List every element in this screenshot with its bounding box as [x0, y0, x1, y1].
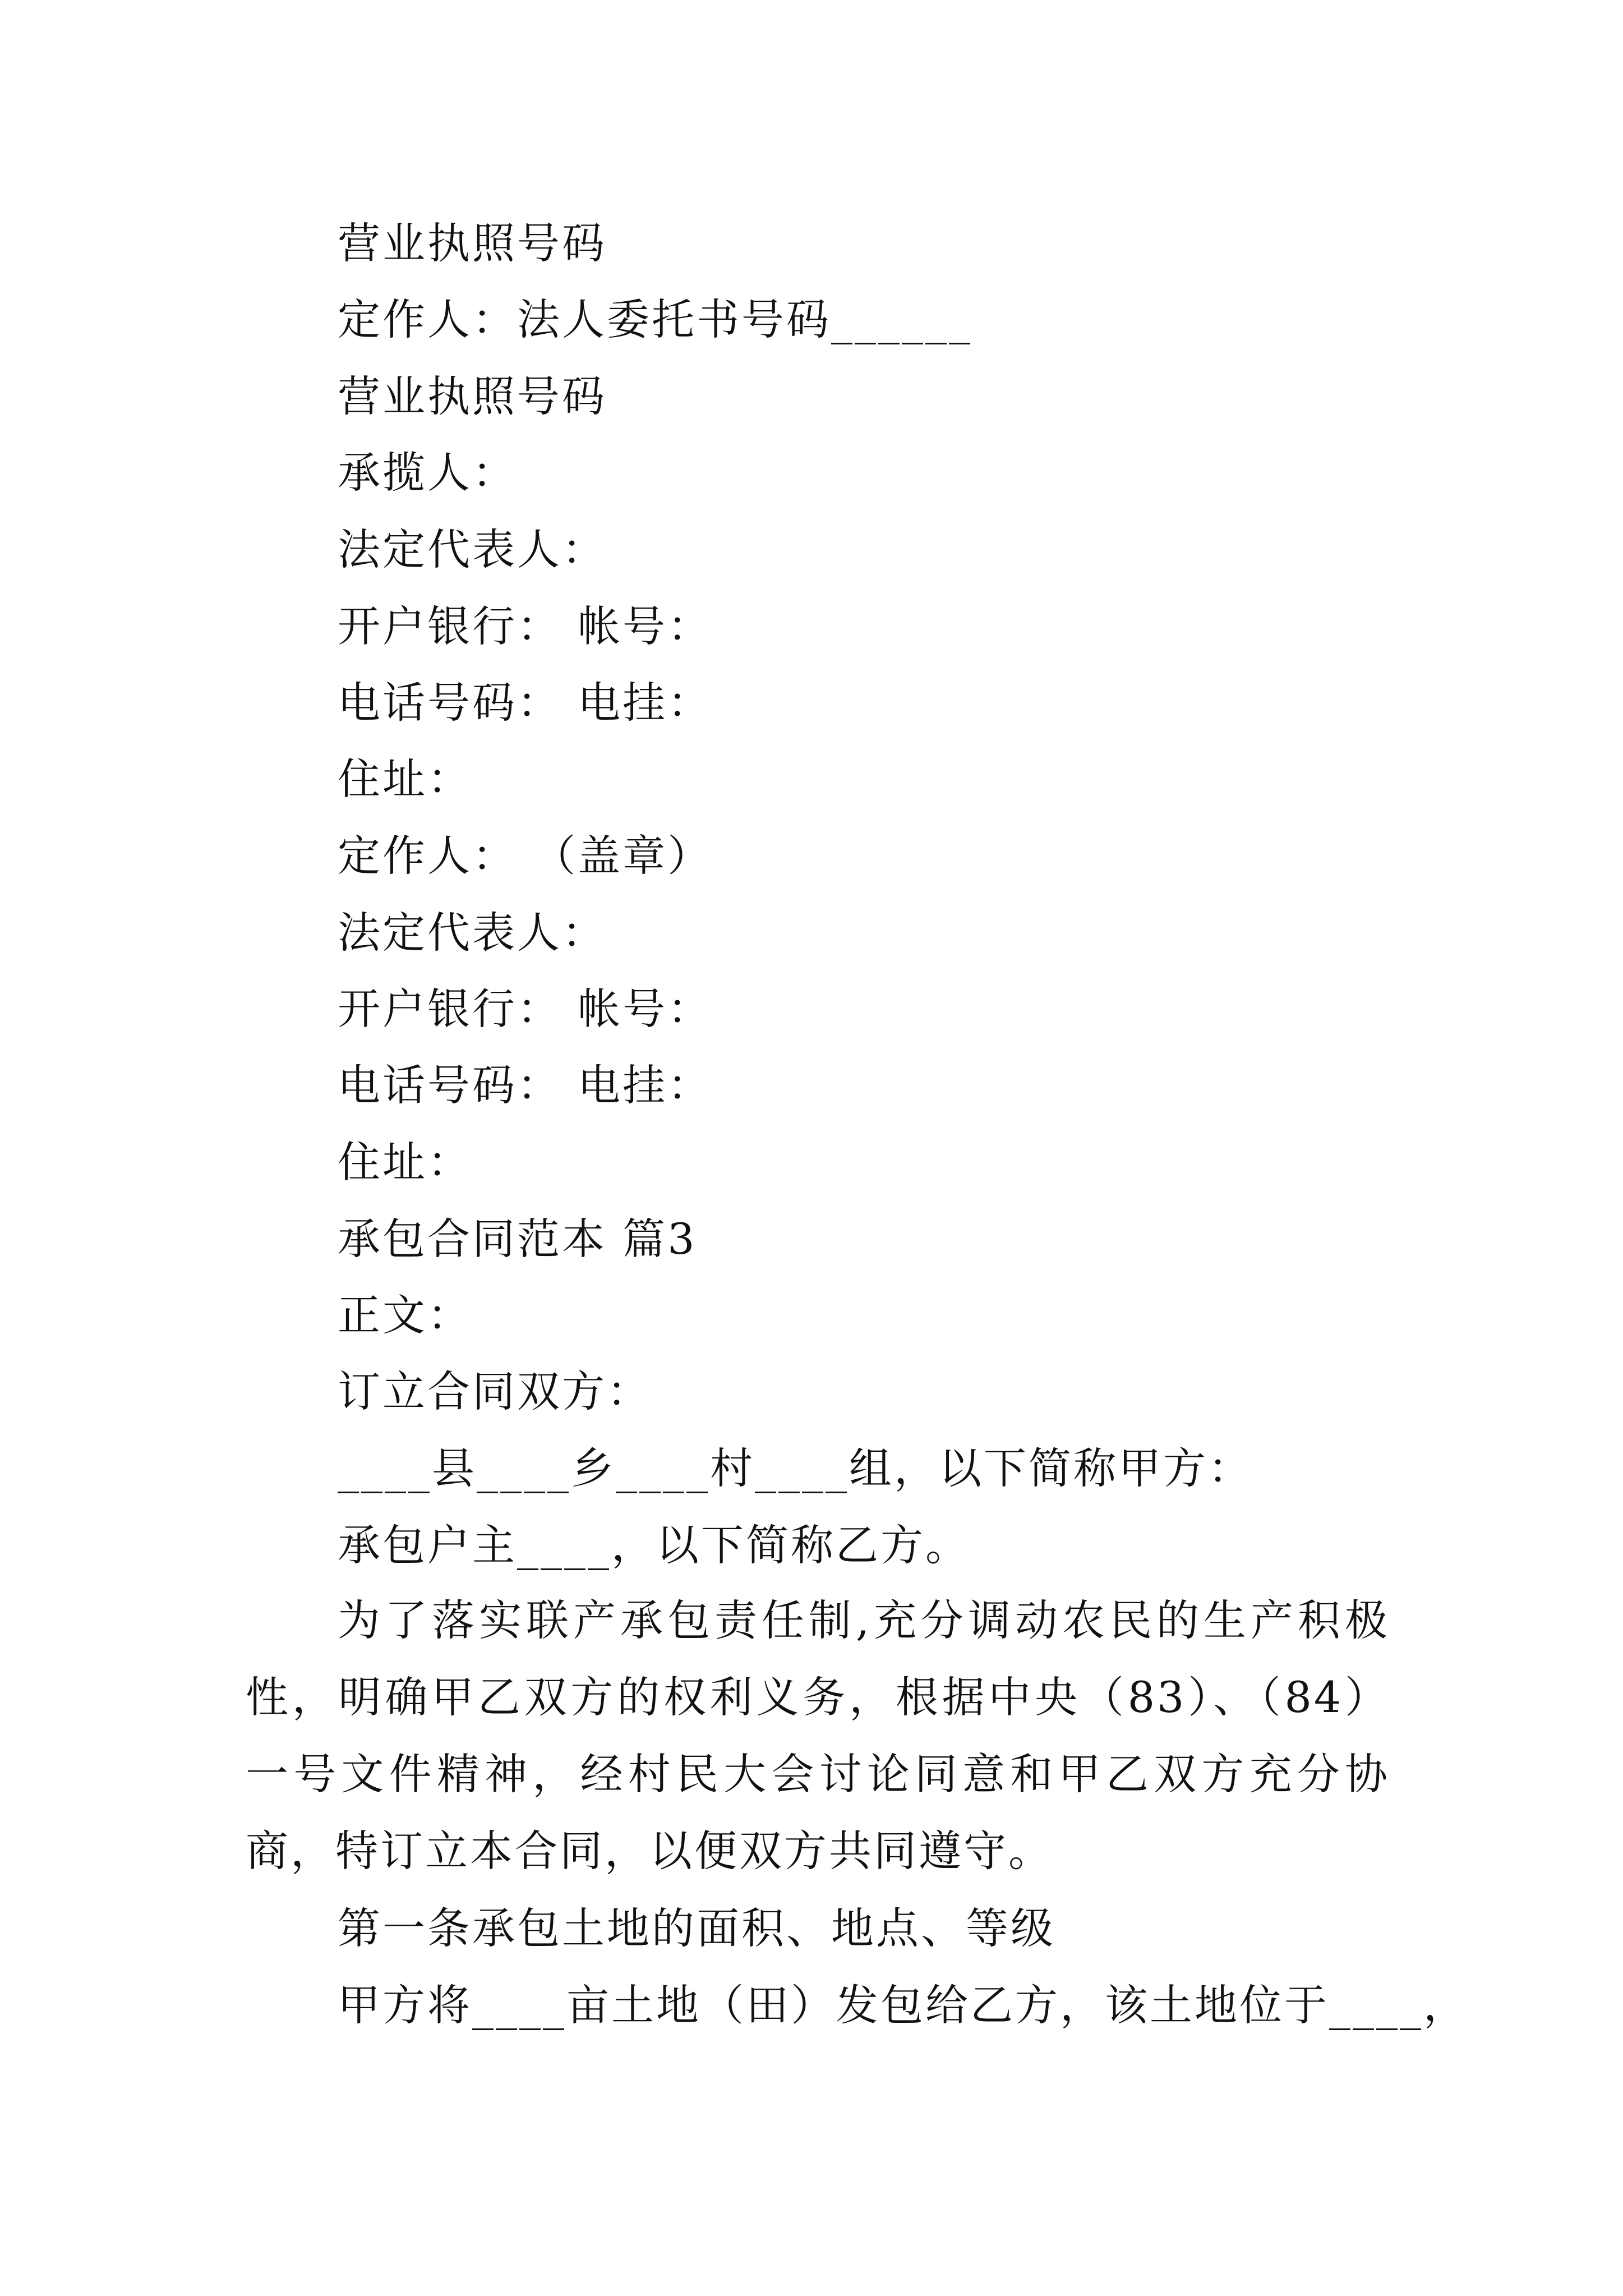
text-line: 开户银行： 帐号： [338, 984, 713, 1034]
text-line: 承揽人： [338, 448, 517, 498]
text-line: 开户银行： 帐号： [338, 601, 713, 651]
text-line: 电话号码： 电挂： [338, 678, 713, 728]
section-heading: 承包合同范本 篇3 [338, 1214, 697, 1264]
text-line: 法定代表人： [338, 524, 607, 574]
article-title: 第一条承包土地的面积、地点、等级 [338, 1903, 1055, 1953]
text-line: 承包户主____，以下简称乙方。 [338, 1520, 970, 1570]
body-paragraph: 为了落实联产承包责任制,充分调动农民的生产积极性，明确甲乙双方的权利义务，根据中央（83）、（84）一号文件精神，经村民大会讨论同意和甲乙双方充分协商，特订立本合同，以便双方共同遵守。 [246, 1595, 1390, 1876]
text-line: 正文： [338, 1290, 472, 1340]
text-line: 定作人： （盖章） [338, 831, 713, 881]
text-line: 营业执照号码 [338, 218, 607, 268]
text-line: 订立合同双方： [338, 1366, 652, 1416]
article-text: 甲方将____亩土地（田）发包给乙方，该土地位于____， [338, 1980, 1468, 2030]
text-line: ____县____乡____村____组，以下简称甲方： [338, 1443, 1253, 1493]
text-line: 住址： [338, 754, 472, 804]
text-line: 住址： [338, 1137, 472, 1187]
text-line: 定作人：法人委托书号码______ [338, 295, 972, 344]
text-line: 法定代表人： [338, 908, 607, 958]
text-line: 电话号码： 电挂： [338, 1060, 713, 1110]
text-line: 营业执照号码 [338, 371, 607, 421]
